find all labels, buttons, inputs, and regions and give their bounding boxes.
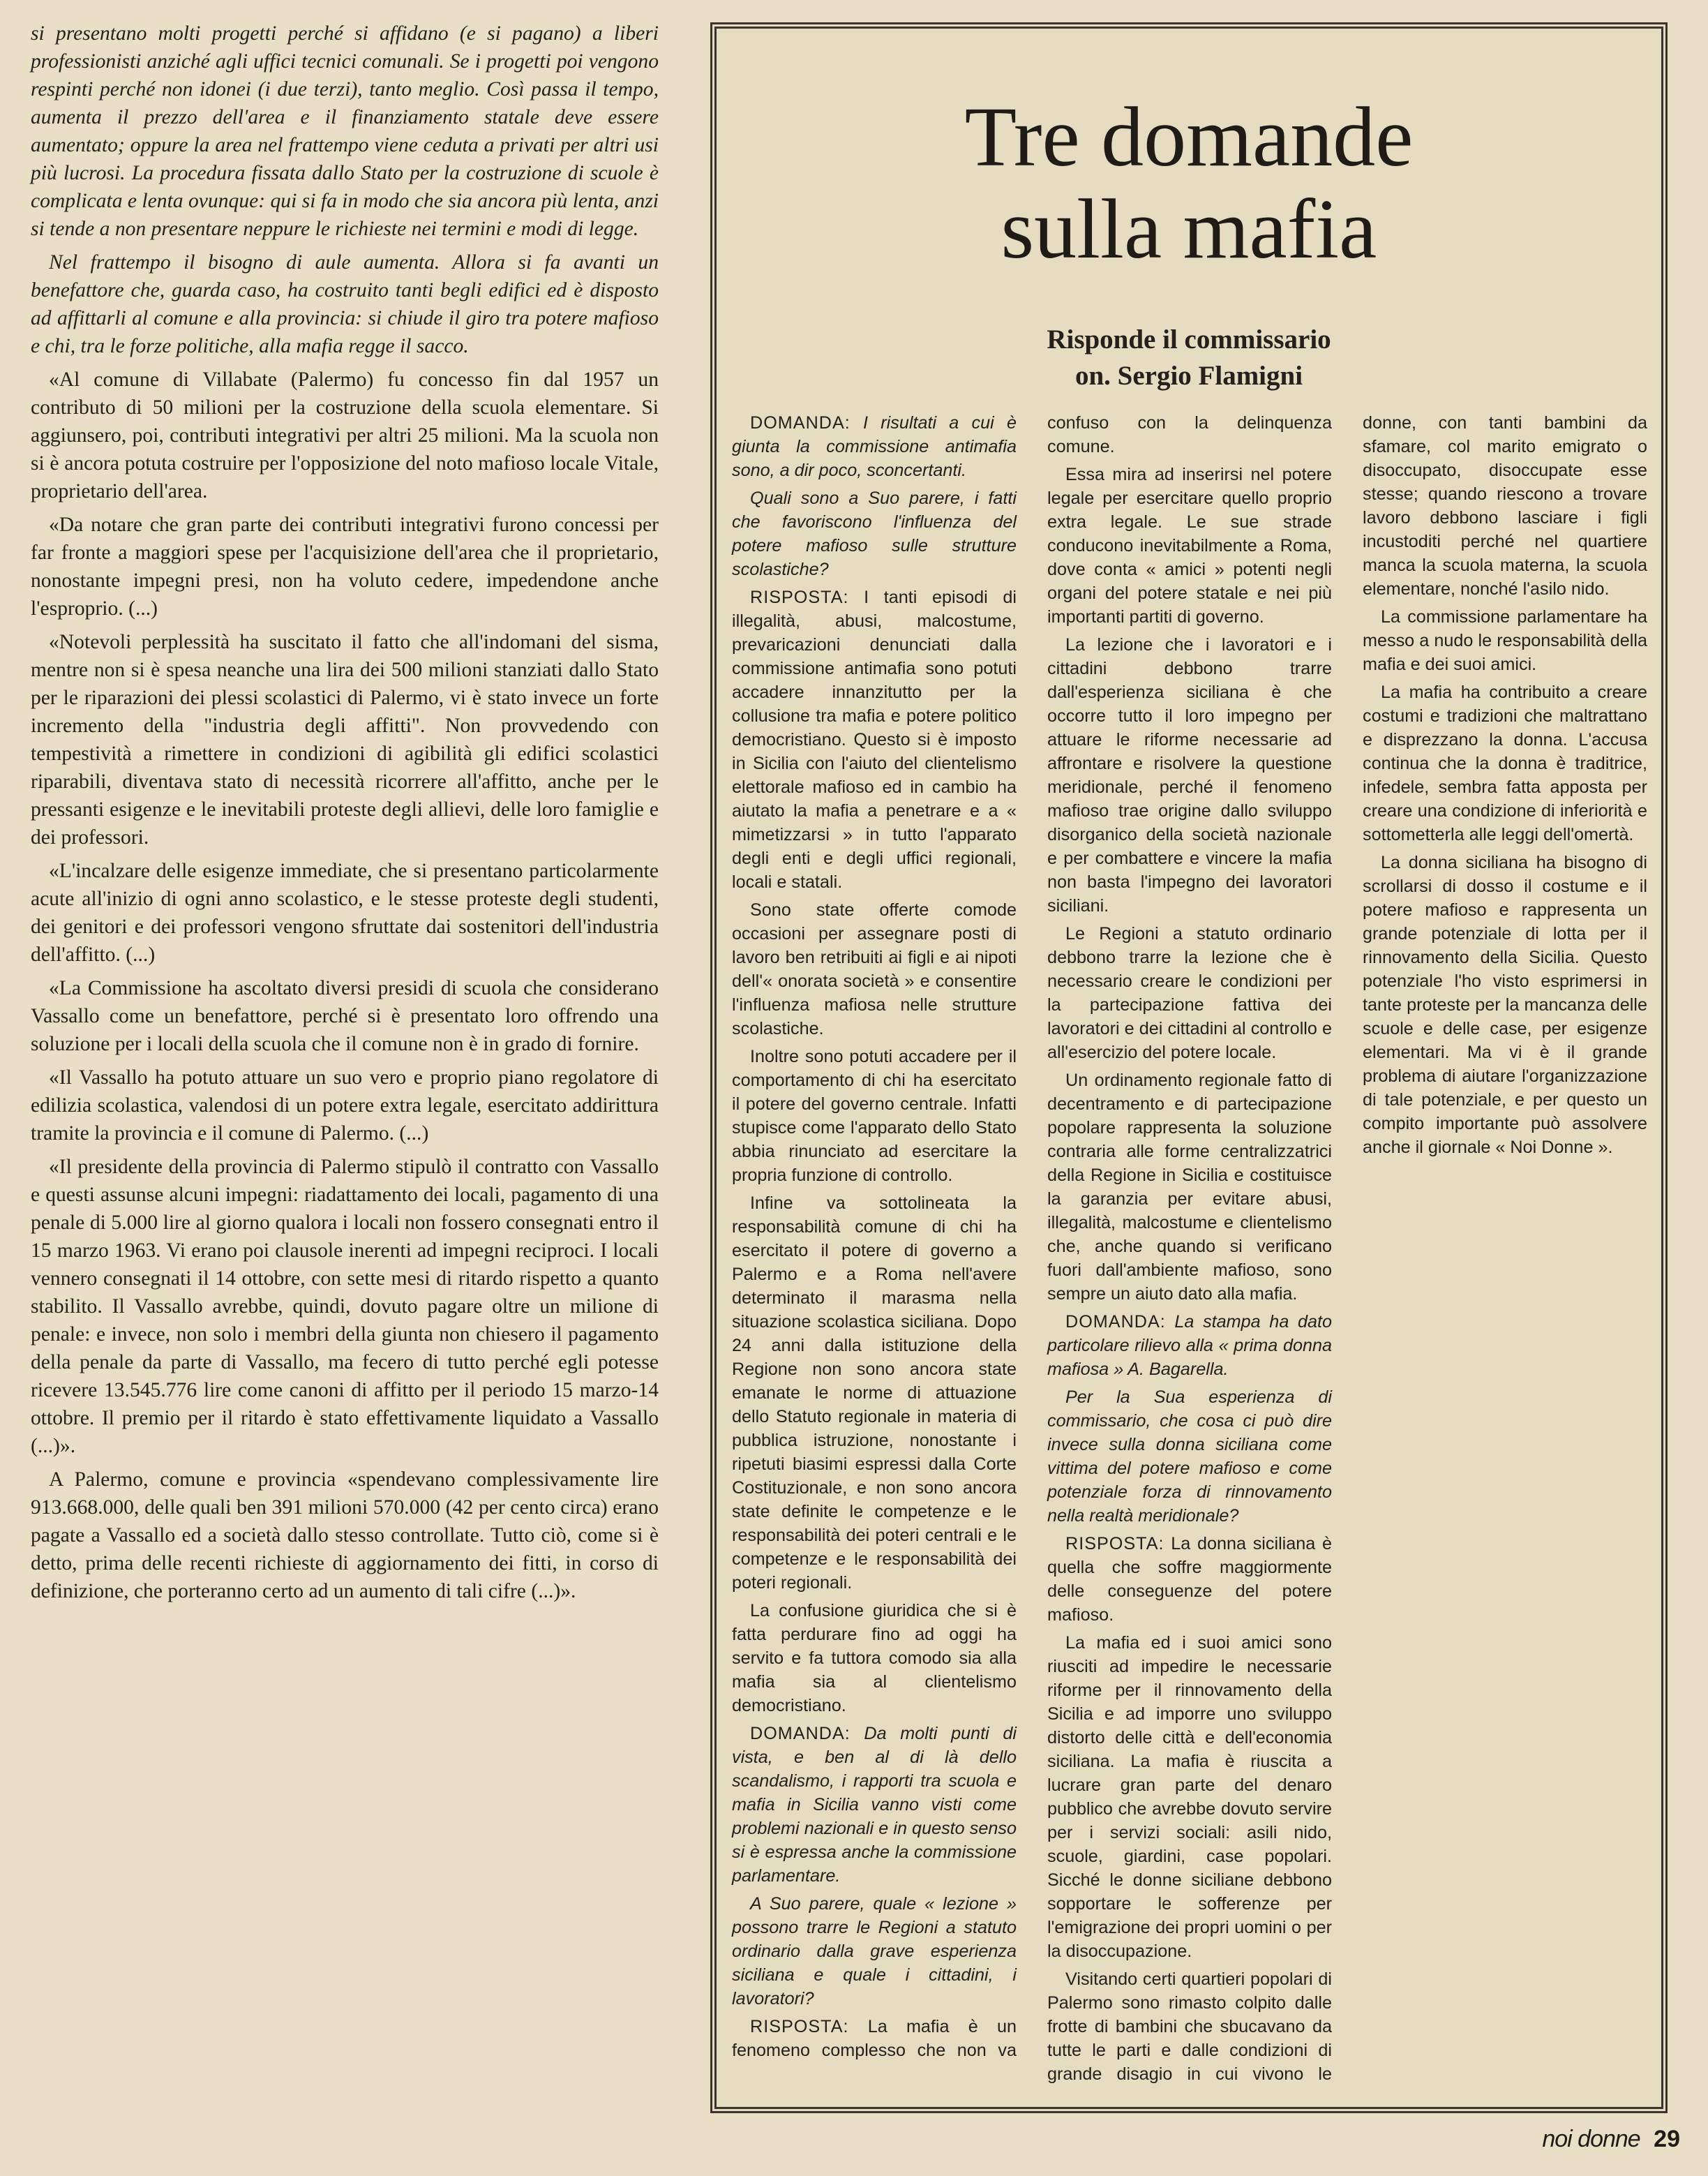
interview-paragraph xyxy=(732,1045,1017,1187)
paragraph-text: La donna siciliana è quella che soffre maggiormente delle conseguenze del potere mafioso. xyxy=(1047,1534,1333,1625)
title-line: Tre domande xyxy=(964,90,1414,184)
interview-box xyxy=(710,22,1668,2113)
subtitle-line: on. Sergio Flamigni xyxy=(1074,361,1303,391)
subtitle-line: Risponde il commissario xyxy=(1047,325,1331,355)
article-paragraph: «Al comune di Villabate (Palermo) fu concesso fin dal 1957 un contributo di 50 milioni per la costruzione della scuola elementare. Si aggiunsero, poi, contributi integrativi per altri 25 milioni. Ma la scuola non si è ancora potuta costruire per l'opposizione del noto mafioso locale Vitale, proprietario dell'area. xyxy=(31,368,659,502)
interview-subtitle xyxy=(717,322,1661,394)
paragraph-text: Da molti punti di vista, e ben al di là dello scandalismo, i rapporti tra scuola e mafia in Sicilia vanno visti come problemi nazionali e in questo senso si è espressa anche la commissione parlamentare. xyxy=(732,1724,1017,1886)
paragraph-text: La stampa ha dato particolare rilievo alla « prima donna mafiosa » A. Bagarella. xyxy=(1047,1312,1332,1379)
paragraph-text: Infine va sottolineata la responsabilità comune di chi ha esercitato il potere di governo a Palermo e a Roma nell'avere determinato il marasma nella situazione scolastica siciliana. Dopo 24 anni dalla istituzione della Regione non sono ancora state emanate le norme di attuazione dello Statuto regionale in materia di pubblica istruzione, nonostante i ripetuti biasimi espressi dalla Corte Costituzionale, e non sono ancora state definite le competenze e le responsabilità dei poteri centrali e le competenze e le responsabilità dei poteri regionali. xyxy=(732,1193,1017,1593)
interview-paragraph xyxy=(1363,851,1647,1159)
paragraph-text: Per la Sua esperienza di commissario, che cosa ci può dire invece sulla donna siciliana come vittima del potere mafioso e come potenziale forza di rinnovamento nella realtà meridionale? xyxy=(1047,1387,1332,1526)
paragraph-text: Inoltre sono potuti accadere per il comportamento di chi ha esercitato il potere del governo centrale. Infatti stupisce come l'apparato dello Stato abbia rinunciato ad esercitare la propria funzione di controllo. xyxy=(732,1047,1017,1185)
paragraph-text: I tanti episodi di illegalità, abusi, malcostume, prevaricazioni denunciati dalla commissione antimafia sono potuti accadere innanzitutto per la collusione tra mafia e potere politico democristiano. Questo si è imposto in Sicilia con l'aiuto del clientelismo elettorale mafioso ed in cambio ha aiutato la mafia a penetrare e a « mimetizzarsi » in tutto l'apparato degli enti e degli uffici regionali, locali e statali. xyxy=(732,588,1017,892)
title-line: sulla mafia xyxy=(1001,182,1377,276)
interview-paragraph xyxy=(732,1599,1017,1717)
interview-paragraph xyxy=(732,898,1017,1041)
article-paragraph: Nel frattempo il bisogno di aule aumenta. Allora si fa avanti un benefattore che, guarda caso, ha costruito tanti begli edifici ed è disposto ad affittarli al comune e alla provincia: si chiude il giro tra potere mafioso e chi, tra le forze politiche, alla mafia regge il sacco. xyxy=(31,251,659,357)
paragraph-text: La mafia ha contribuito a creare costumi e tradizioni che maltrattano e disprezzano la donna. L'accusa continua che la donna è traditrice, infedele, sembra fatta apposta per creare una condizione di inferiorità e sottometterla alle leggi dell'omertà. xyxy=(1363,683,1647,844)
article-paragraph: «La Commissione ha ascoltato diversi presidi di scuola che considerano Vassallo come un benefattore, perché si è presentato loro offrendo una soluzione per i locali della scuola che il comune non è in grado di fornire. xyxy=(31,977,659,1055)
article-paragraph: «Da notare che gran parte dei contributi integrativi furono concessi per far fronte a maggiori spese per l'acquisizione dell'area che il proprietario, nonostante impegni presi, non ha voluto cedere, impedendone anche l'esproprio. (...) xyxy=(31,514,659,620)
article-paragraph: «Il presidente della provincia di Palermo stipulò il contratto con Vassallo e questi assunse alcuni impegni: riadattamento dei locali, pagamento di una penale di 5.000 lire al giorno qualora i locali non fossero consegnati entro il 15 marzo 1963. Vi erano poi clausole inerenti ad impegni reciproci. I locali vennero consegnati il 14 ottobre, con sette mesi di ritardo rispetto a quanto stabilito. Il Vassallo avrebbe, quindi, dovuto pagare oltre un milione di penale: e invece, non solo i membri della giunta non chiesero il pagamento della penale da parte di Vassallo, ma fecero di tutto perché egli potesse ricevere 13.545.776 lire come canoni di affitto per il periodo 15 marzo-14 ottobre. Il premio per il ritardo è stato effettivamente liquidato a Vassallo (...)». xyxy=(31,1156,659,1457)
interview-paragraph xyxy=(1047,1385,1332,1528)
interview-paragraph xyxy=(1047,1532,1332,1627)
article-paragraph: «Notevoli perplessità ha suscitato il fatto che all'indomani del sisma, mentre non si è spesa neanche una lira dei 500 milioni stanziati dallo Stato per le riparazioni dei plessi scolastici di Palermo, vi è stato invece un forte incremento della "industria degli affitti". Non provvedendo con tempestività a rimettere in condizioni di agibilità gli edifici scolastici riparabili, diventava stato di necessità ricorrere all'affitto, anche per le pressanti esigenze e le inevitabili proteste degli allievi, delle loro famiglie e dei professori. xyxy=(31,631,659,849)
interview-paragraph xyxy=(1047,463,1332,629)
interview-paragraph xyxy=(1363,605,1647,676)
interview-paragraph xyxy=(1047,633,1332,918)
paragraph-text: La donna siciliana ha bisogno di scrollarsi di dosso il costume e il potere mafioso e rappresenta un grande potenziale di lotta per il rinnovamento della Sicilia. Questo potenziale l'ho visto esprimersi in tante proteste per la mancanza delle scuole e delle case, per esigenze elementari. Ma vi è il grande problema di aiutare l'organizzazione di tale potenziale, e per questo un compito importante può assolvere anche il giornale « Noi Donne ». xyxy=(1363,853,1647,1157)
interview-paragraph xyxy=(1047,1631,1332,1963)
paragraph-text: La mafia ed i suoi amici sono riusciti ad impedire le necessarie riforme per il rinnovamento della Sicilia e ad imporre uno sviluppo distorto delle città e dell'economia siciliana. La mafia è riuscita a lucrare gran parte del denaro pubblico che avrebbe dovuto servire per i servizi sociali: asili nido, scuole, giardini, case popolari. Sicché le donne siciliane debbono sopportare le sofferenze per l'emigrazione dei propri uomini o per la disoccupazione. xyxy=(1047,1633,1332,1961)
paragraph-text: Quali sono a Suo parere, i fatti che favoriscono l'influenza del potere mafioso sulle strutture scolastiche? xyxy=(732,489,1017,579)
interview-paragraph xyxy=(1047,1310,1332,1381)
article-paragraph: si presentano molti progetti perché si affidano (e si pagano) a liberi professionisti anziché agli uffici tecnici comunali. Se i progetti poi vengono respinti perché non idonei (i due terzi), tanto meglio. Così passa il tempo, aumenta il prezzo dell'area e il finanziamento statale deve essere aumentato; oppure la area nel frattempo viene ceduta a privati per altri usi più lucrosi. La procedura fissata dallo Stato per la costruzione di scuole è complicata e lenta ovunque: qui si fa in modo che sia ancora più lenta, anzi si tende a non presentare neppure le richieste nei termini e modi di legge. xyxy=(31,22,659,240)
interview-paragraph xyxy=(732,1892,1017,2011)
interview-paragraph xyxy=(1047,1068,1332,1306)
answer-label: RISPOSTA: xyxy=(750,588,849,607)
question-label: DOMANDA: xyxy=(750,1724,851,1743)
question-label: DOMANDA: xyxy=(1065,1312,1166,1332)
interview-paragraph xyxy=(1047,922,1332,1064)
article-paragraph: «L'incalzare delle esigenze immediate, che si presentano particolarmente acute all'inizio di ogni anno scolastico, e le stesse proteste degli studenti, dei genitori e dei professori vengono sfruttate dai sostenitori dell'industria dell'affitto. (...) xyxy=(31,860,659,966)
paragraph-text: La commissione parlamentare ha messo a nudo le responsabilità della mafia e dei suoi amici. xyxy=(1363,607,1647,674)
paragraph-text: Visitando certi quartieri popolari di Palermo sono rimasto colpito dalle frotte di bambini che sbucavano da tutte le parti e dalle condizioni di grande disagio in cui vivono le donne, con tanti bambini da sfamare, col marito emigrato o disoccupato, disoccupate esse stesse; quando riescono a trovare lavoro debbono lasciare i figli incustoditi perché nel quartiere manca la scuola materna, la scuola elementare, nonché l'asilo nido. xyxy=(1047,413,1647,2084)
interview-paragraph xyxy=(732,486,1017,581)
interview-paragraph xyxy=(732,1722,1017,1888)
article-paragraph: A Palermo, comune e provincia «spendevano complessivamente lire 913.668.000, delle quali ben 391 milioni 570.000 (42 per cento circa) erano pagate a Vassallo ed a società dallo stesso controllate. Tutto ciò, come si è detto, prima delle recenti richieste di aggiornamento dei fitti, in corso di definizione, che porteranno certo ad un aumento di tali cifre (...)». xyxy=(31,1468,659,1602)
answer-label: RISPOSTA: xyxy=(750,2017,849,2036)
interview-paragraph xyxy=(732,586,1017,894)
interview-text-columns xyxy=(732,411,1647,2100)
paragraph-text: Un ordinamento regionale fatto di decentramento e di partecipazione popolare rappresenta la soluzione contraria alle forme centralizzatrici della Regione in Sicilia e costituisce la garanzia per evitare abusi, illegalità, malcostume e clientelismo che, anche quando si verificano fuori dall'ambiente mafioso, sono sempre un aiuto dato alla mafia. xyxy=(1047,1071,1332,1304)
paragraph-text: Essa mira ad inserirsi nel potere legale per esercitare quello proprio extra legale. Le sue strade conducono inevitabilmente a Roma, dove conta « amici » potenti negli organi del potere statale e nei più importanti partiti di governo. xyxy=(1047,465,1332,627)
question-label: DOMANDA: xyxy=(750,413,851,433)
answer-label: RISPOSTA: xyxy=(1065,1534,1164,1553)
left-article-column xyxy=(31,20,659,2141)
article-paragraph: «Il Vassallo ha potuto attuare un suo vero e proprio piano regolatore di edilizia scolastica, valendosi di un potere extra legale, esercitato addirittura tramite la provincia e il comune di Palermo. (...) xyxy=(31,1066,659,1145)
paragraph-text: Sono state offerte comode occasioni per assegnare posti di lavoro ben retribuiti ai figli e ai nipoti dell'« onorata società » e consentire l'influenza mafiosa nelle strutture scolastiche. xyxy=(732,900,1017,1038)
interview-title xyxy=(717,91,1661,276)
interview-paragraph xyxy=(1363,680,1647,847)
paragraph-text: La mafia è un fenomeno complesso che non va confuso con la delinquenza comune. xyxy=(732,413,1332,2060)
paragraph-text: Le Regioni a statuto ordinario debbono trarre la lezione che è necessario creare le condizioni per la partecipazione fattiva dei lavoratori e dei cittadini al controllo e all'esercizio del potere locale. xyxy=(1047,924,1332,1062)
interview-paragraph xyxy=(732,1191,1017,1595)
paragraph-text: La lezione che i lavoratori e i cittadini debbono trarre dall'esperienza siciliana è che occorre tutto il loro impegno per attuare le riforme necessarie ad affrontare e risolvere la questione meridionale, perché il fenomeno mafioso trae origine dallo sviluppo disorganico della società nazionale e per combattere e vincere la mafia non basta l'impegno dei lavoratori siciliani. xyxy=(1047,635,1332,916)
paragraph-text: A Suo parere, quale « lezione » possono trarre le Regioni a statuto ordinario dalla grave esperienza siciliana e quale i cittadini, i lavoratori? xyxy=(732,1894,1017,2009)
page-footer xyxy=(1542,2126,1680,2153)
interview-paragraph xyxy=(732,411,1017,482)
page-number: 29 xyxy=(1654,2126,1680,2152)
magazine-name: noi donne xyxy=(1542,2126,1640,2152)
paragraph-text: I risultati a cui è giunta la commissione antimafia sono, a dir poco, sconcertanti. xyxy=(732,413,1017,480)
paragraph-text: La confusione giuridica che si è fatta perdurare fino ad oggi ha servito e fa tuttora comodo sia alla mafia sia al clientelismo democristiano. xyxy=(732,1601,1017,1715)
